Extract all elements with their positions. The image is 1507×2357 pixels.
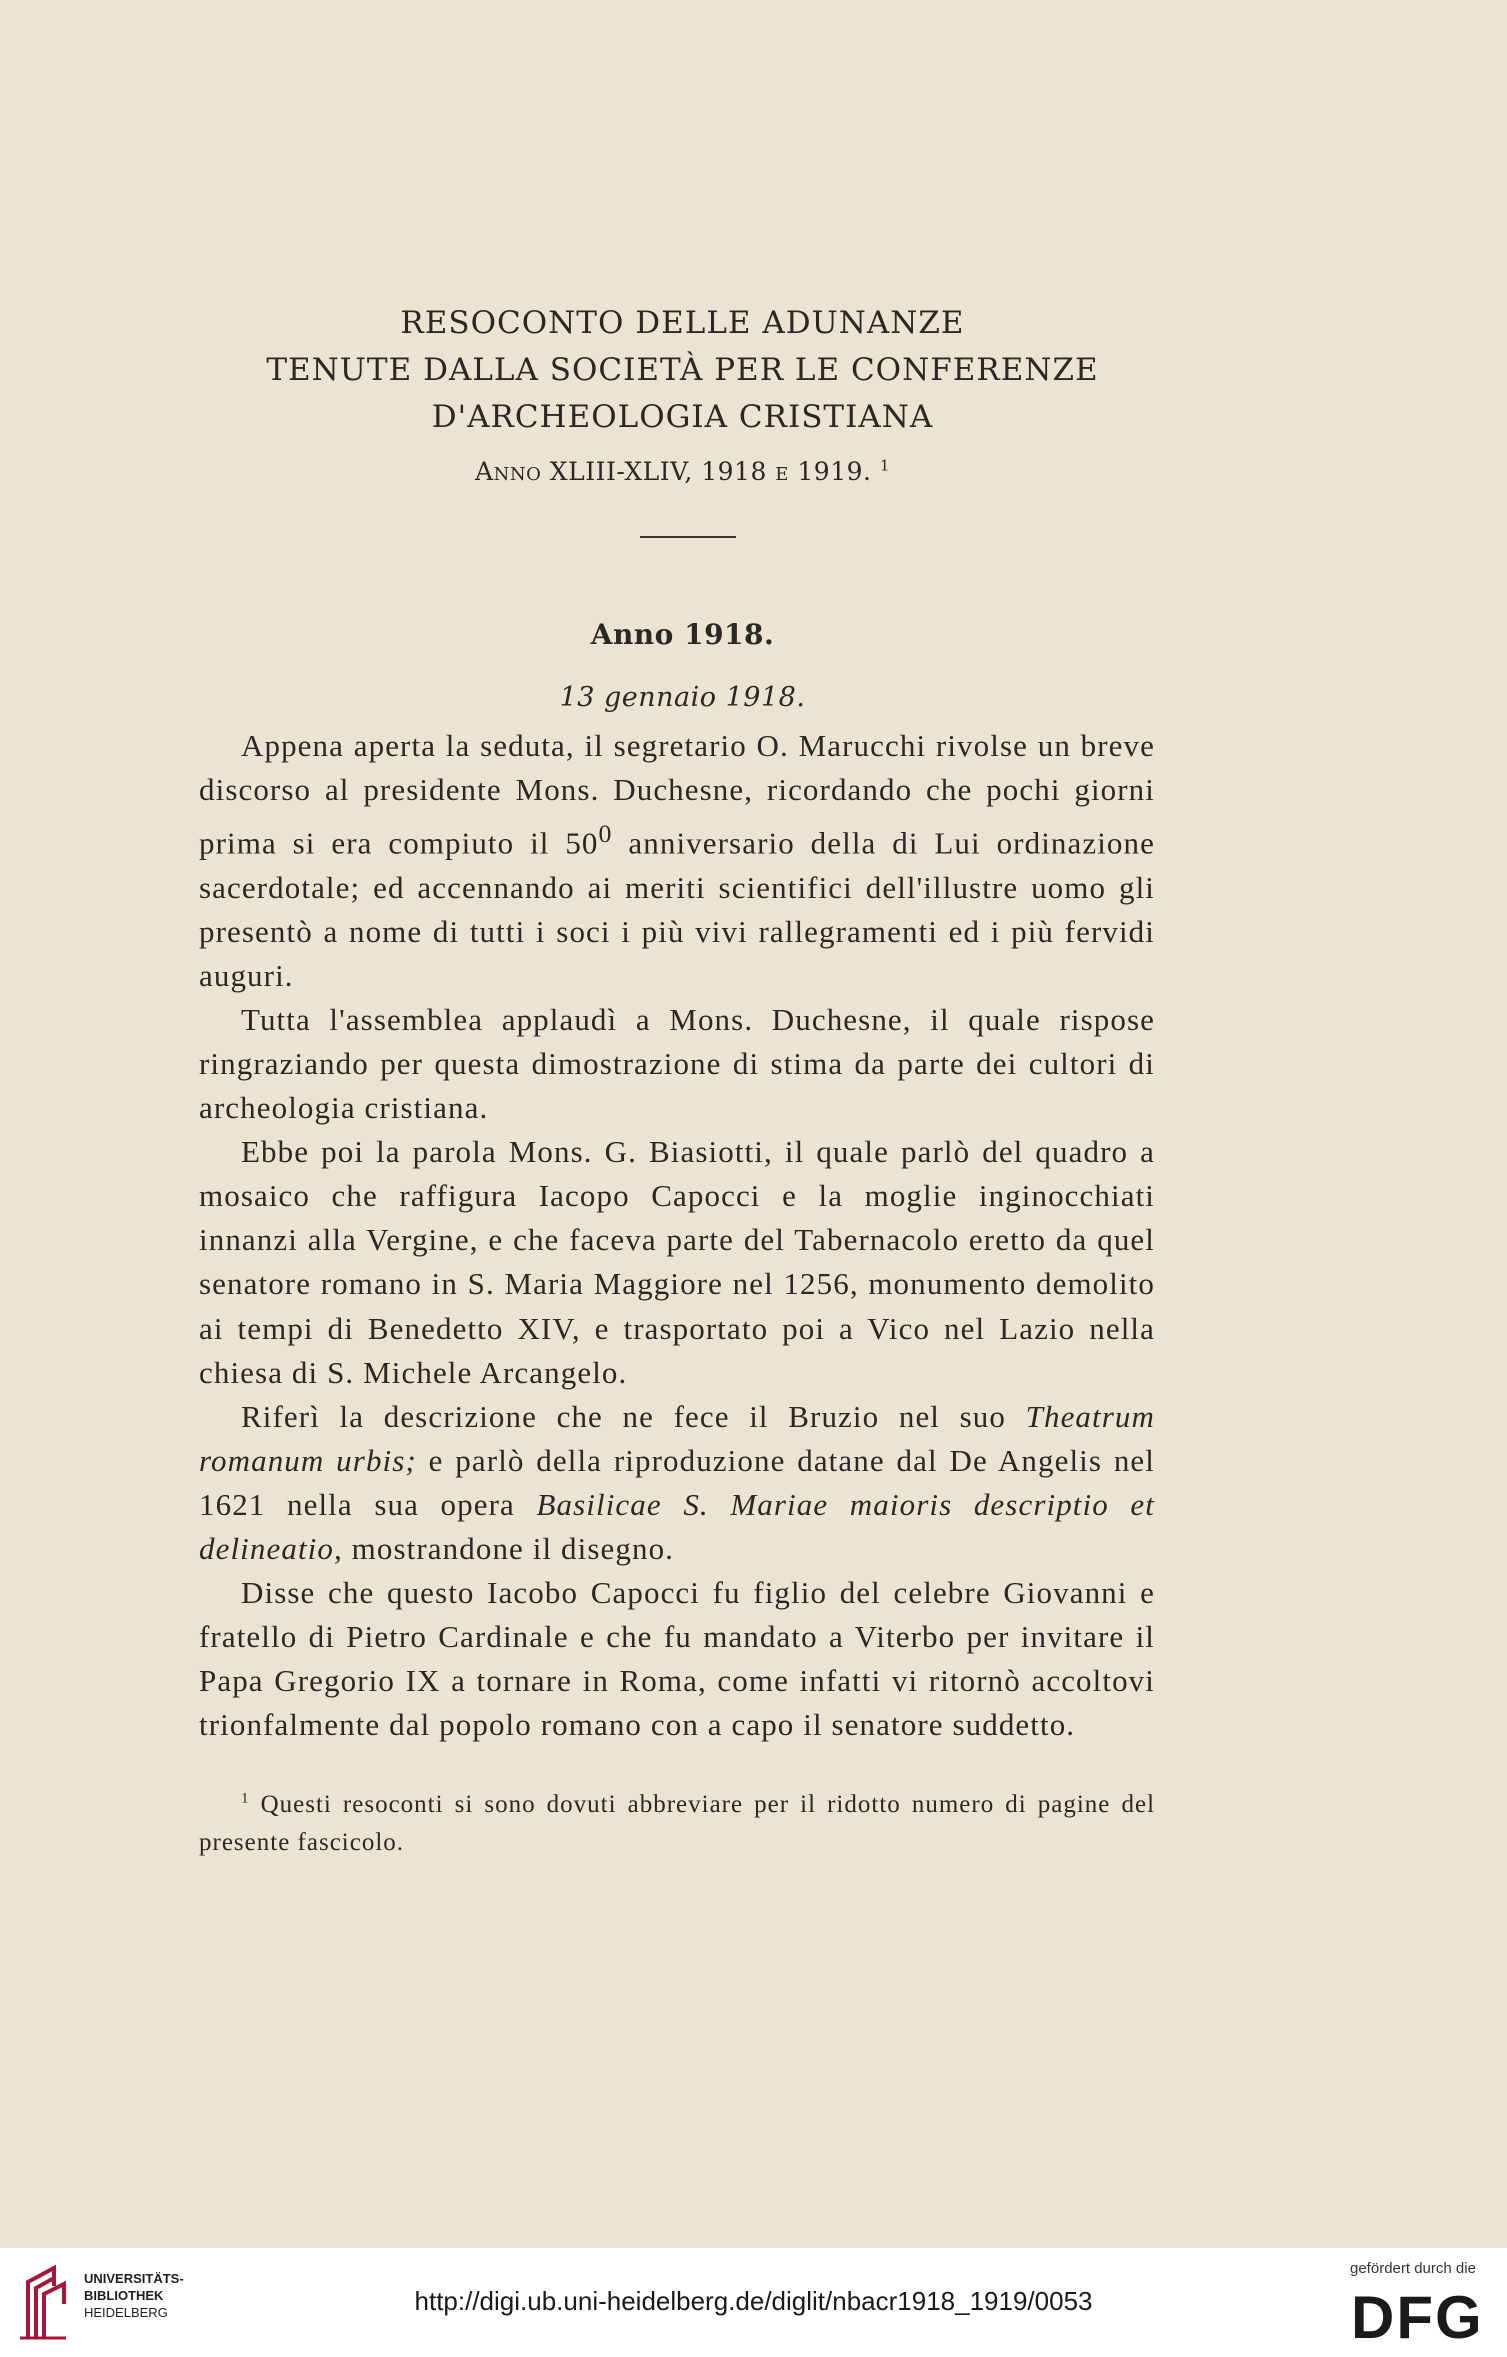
body-paragraph xyxy=(199,998,1155,1130)
body-paragraph xyxy=(199,1571,1155,1747)
text-run: Ebbe poi la parola Mons. G. Biasiotti, il quale parlò del quadro a mosaico che raffigura Iacopo Capocci e la moglie inginocchiati innanzi alla Vergine, e che faceva parte del Tabernacolo eretto da quel senatore romano in S. Maria Maggiore nel 1256, monumento demolito ai tempi di Benedetto XIV, e trasportato poi a Vico nel Lazio nella chiesa di S. Michele Arcangelo. xyxy=(199,1134,1155,1390)
digitization-footer xyxy=(0,2248,1507,2357)
footnote-mark: 1 xyxy=(241,1790,250,1807)
body-paragraph xyxy=(199,724,1155,998)
body-paragraph xyxy=(199,1130,1155,1395)
library-name-line-3: HEIDELBERG xyxy=(84,2305,168,2320)
text-run: Riferì la descrizione che ne fece il Bruzio nel suo xyxy=(241,1398,1026,1434)
text-run: Appena aperta la seduta, il segretario O. Marucchi rivolse un breve discorso al presidente Mons. Duchesne, ricordando che pochi giorni prima si era compiuto il 50 xyxy=(199,728,1155,861)
session-date: 13 gennaio 1918. xyxy=(559,682,806,713)
text-run: Disse che questo Iacobo Capocci fu figlio del celebre Giovanni e fratello di Pietro Cardinale e che fu mandato a Viterbo per invitare il Papa Gregorio IX a tornare in Roma, come infatti vi ritornò accoltovi trionfalmente dal popolo romano con a capo il senatore suddetto. xyxy=(199,1575,1155,1743)
footnote xyxy=(199,1786,1155,1862)
text-run: e parlò della riproduzione datane dal De Angelis nel 1621 nella sua opera xyxy=(199,1442,1155,1522)
body-paragraph xyxy=(199,1395,1155,1571)
source-url-link[interactable]: http://digi.ub.uni-heidelberg.de/diglit/nbacr1918_1919/0053 xyxy=(414,2286,1093,2316)
dfg-logo-text: DFG xyxy=(1351,2288,1484,2344)
title-line-2: TENUTE DALLA SOCIETÀ PER LE CONFERENZE xyxy=(266,352,1099,388)
footnote-paragraph xyxy=(199,1786,1155,1862)
library-name-line-2: BIBLIOTHEK xyxy=(84,2288,164,2303)
subtitle-text: Anno XLIII-XLIV, 1918 e 1919. xyxy=(475,457,872,486)
body-text xyxy=(199,724,1155,1747)
text-run: mostrandone il disegno. xyxy=(342,1531,675,1567)
ordinal-superscript: 0 xyxy=(598,819,613,849)
italic-title: Theatrum romanum urbis; xyxy=(199,1398,1155,1478)
text-run: Tutta l'assemblea applaudì a Mons. Duchesne, il quale rispose ringraziando per questa dimostrazione di stima da parte dei cultori di archeologia cristiana. xyxy=(199,1001,1155,1126)
title-line-3: D'ARCHEOLOGIA CRISTIANA xyxy=(431,399,934,435)
title-divider xyxy=(640,536,736,538)
text-run: anniversario della di Lui ordinazione sacerdotale; ed accennando ai meriti scientifici dell'illustre uomo gli presentò a nome di tutti i soci i più vivi rallegramenti ed i più fervidi auguri. xyxy=(199,825,1155,993)
section-heading-year: Anno 1918. xyxy=(590,618,775,651)
dfg-logo xyxy=(1351,2288,1485,2344)
subtitle-footnote-mark: 1 xyxy=(879,456,890,475)
library-name-line-1: UNIVERSITÄTS- xyxy=(84,2271,184,2286)
document-title xyxy=(0,300,1365,489)
title-line-1: RESOCONTO DELLE ADUNANZE xyxy=(400,305,965,341)
italic-title: Basilicae S. Mariae maioris descriptio et delineatio, xyxy=(199,1486,1155,1567)
document-subtitle xyxy=(0,455,1365,489)
funded-by-label: gefördert durch die xyxy=(1350,2260,1476,2277)
footnote-text: Questi resoconti si sono dovuti abbreviare per il ridotto numero di pagine del presente fascicolo. xyxy=(199,1791,1156,1856)
